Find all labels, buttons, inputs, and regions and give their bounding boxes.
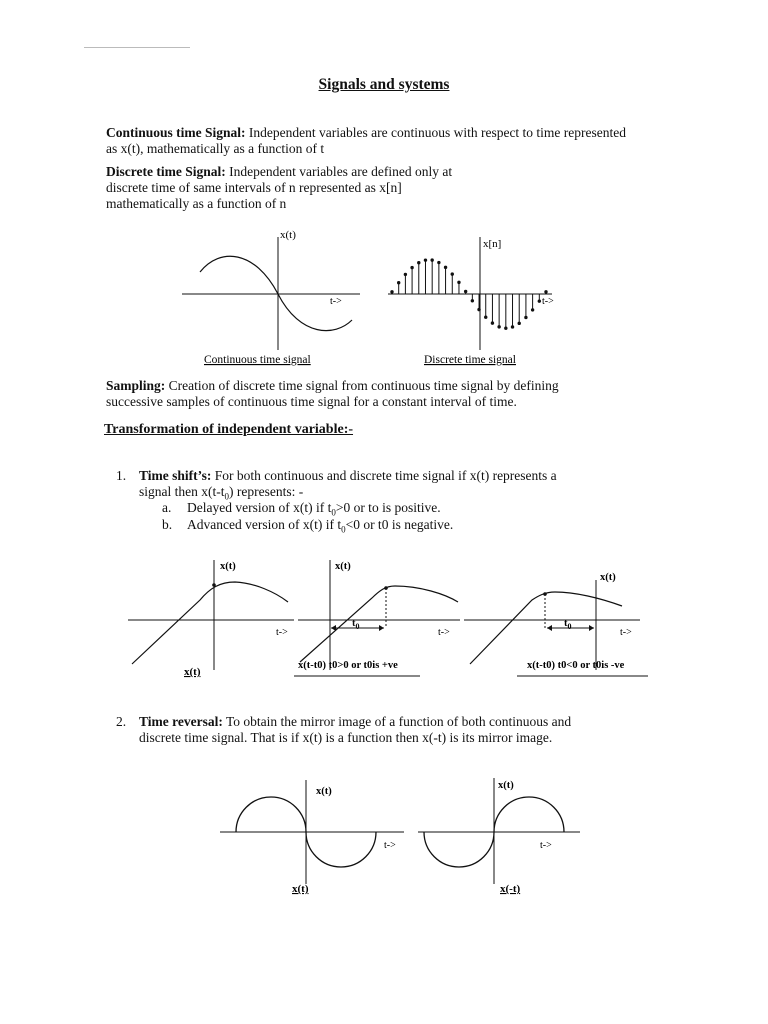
shift-label: $t_0$ xyxy=(564,618,572,631)
y-axis-label: x[n] xyxy=(483,238,502,250)
sample-dot xyxy=(444,266,447,269)
sine-curve xyxy=(200,256,352,330)
shift-arrowhead xyxy=(547,625,552,631)
discrete-line2: discrete time of same intervals of n represented as x[n] xyxy=(106,180,402,195)
shift-plot-original xyxy=(128,560,294,678)
sample-dot xyxy=(497,325,500,328)
signal-curve xyxy=(300,586,458,662)
discrete-line1: Independent variables are defined only at xyxy=(225,164,453,179)
continuous-caption: Continuous time signal xyxy=(204,354,311,366)
figure-time-shift xyxy=(0,552,768,684)
signal-curve xyxy=(132,582,288,664)
figure-time-reversal xyxy=(0,772,768,902)
upper-lobe xyxy=(494,797,564,832)
sample-dot xyxy=(524,316,527,319)
reversal-plot-mirrored xyxy=(418,778,580,895)
x-axis-label: t-> xyxy=(330,296,342,307)
discrete-definition xyxy=(106,164,716,212)
item2-text xyxy=(139,714,699,746)
discrete-term: Discrete time Signal: xyxy=(106,164,226,179)
peak-point xyxy=(384,586,388,590)
y-axis-label: x(t) xyxy=(600,572,616,583)
shift-plot-advanced xyxy=(464,572,648,676)
sample-dot xyxy=(538,299,541,302)
y-axis-label: x(t) xyxy=(316,786,332,797)
item2-term: Time reversal: xyxy=(139,714,223,729)
item1b-text: Advanced version of x(t) if $t_0<0$ or t0 is negative. xyxy=(187,517,454,535)
sampling-definition xyxy=(106,378,716,410)
sample-dot xyxy=(484,316,487,319)
reversal-plot-original xyxy=(220,780,404,895)
shift-arrowtail xyxy=(589,625,594,631)
continuous-signal-plot xyxy=(182,229,360,366)
sample-dot xyxy=(397,281,400,284)
item1a-text: Delayed version of x(t) if $t_0>0$ or to is positive. xyxy=(187,500,441,518)
item1-line1: For both continuous and discrete time signal if x(t) represents a xyxy=(211,468,557,483)
signal-curve xyxy=(470,592,622,664)
discrete-caption: Discrete time signal xyxy=(424,354,516,366)
sample-dot xyxy=(457,281,460,284)
figure-signal-types xyxy=(0,222,768,372)
x-axis-label: t-> xyxy=(276,627,288,638)
x-axis-label: t-> xyxy=(542,296,554,307)
y-axis-label: x(t) xyxy=(498,780,514,791)
item2-line2: discrete time signal. That is if x(t) is a function then x(-t) is its mirror image. xyxy=(139,730,553,745)
continuous-line2: as x(t), mathematically as a function of t xyxy=(106,141,325,156)
x-axis-label: t-> xyxy=(620,627,632,638)
y-axis-label: x(t) xyxy=(335,561,351,572)
sample-dot xyxy=(404,273,407,276)
sample-dot xyxy=(518,322,521,325)
peak-point xyxy=(212,583,216,587)
sample-dot xyxy=(544,290,547,293)
shift-plot-delayed xyxy=(294,560,460,676)
continuous-term: Continuous time Signal: xyxy=(106,125,246,140)
sample-dot xyxy=(531,308,534,311)
shift-arrowhead xyxy=(379,625,384,631)
item1-number: 1. xyxy=(116,468,127,483)
sample-dot xyxy=(417,261,420,264)
sample-dot xyxy=(464,290,467,293)
sample-dot xyxy=(471,299,474,302)
peak-point xyxy=(543,592,547,596)
y-axis-label: x(t) xyxy=(220,561,236,572)
sample-dot xyxy=(511,325,514,328)
item1-line2: signal then $x(t-t_0)$ represents: - xyxy=(139,484,304,502)
sample-dot xyxy=(410,266,413,269)
caption: x(t-t0) t0<0 or t0is -ve xyxy=(527,660,625,671)
item2-line1: To obtain the mirror image of a function of both continuous and xyxy=(222,714,572,729)
sampling-term: Sampling: xyxy=(106,378,166,393)
sample-dot xyxy=(451,272,454,275)
continuous-definition xyxy=(106,125,716,157)
sample-dot xyxy=(504,326,507,329)
section-heading: Transformation of independent variable:- xyxy=(104,422,354,437)
sampling-line1: Creation of discrete time signal from continuous time signal by defining xyxy=(165,378,559,393)
item1-term: Time shift’s: xyxy=(139,468,212,483)
sample-dot xyxy=(437,261,440,264)
x-axis-label: t-> xyxy=(384,840,396,851)
lower-lobe xyxy=(424,832,494,867)
caption: x(t) xyxy=(292,883,309,895)
sample-dot xyxy=(477,308,480,311)
shift-arrowtail xyxy=(331,625,336,631)
lower-lobe xyxy=(306,832,376,867)
continuous-line1: Independent variables are continuous with respect to time represented xyxy=(245,125,627,140)
x-axis-label: t-> xyxy=(438,627,450,638)
y-axis-label: x(t) xyxy=(280,229,296,241)
sample-dot xyxy=(491,321,494,324)
shift-label: $t_0$ xyxy=(352,618,360,631)
discrete-signal-plot xyxy=(388,237,554,366)
caption: x(-t) xyxy=(500,883,521,895)
item2-number: 2. xyxy=(116,714,127,729)
sample-dot xyxy=(390,290,393,293)
discrete-line3: mathematically as a function of n xyxy=(106,196,287,211)
page-title: Signals and systems xyxy=(318,76,450,93)
x-axis-label: t-> xyxy=(540,840,552,851)
sample-dot xyxy=(424,258,427,261)
sampling-line2: successive samples of continuous time signal for a constant interval of time. xyxy=(106,394,517,409)
header-rule xyxy=(84,47,190,48)
caption: x(t) xyxy=(184,666,201,678)
sample-dot xyxy=(430,258,433,261)
item1a-label: a. xyxy=(162,500,172,515)
item1b-label: b. xyxy=(162,517,173,532)
upper-lobe xyxy=(236,797,306,832)
caption: x(t-t0) t0>0 or t0is +ve xyxy=(298,660,398,671)
